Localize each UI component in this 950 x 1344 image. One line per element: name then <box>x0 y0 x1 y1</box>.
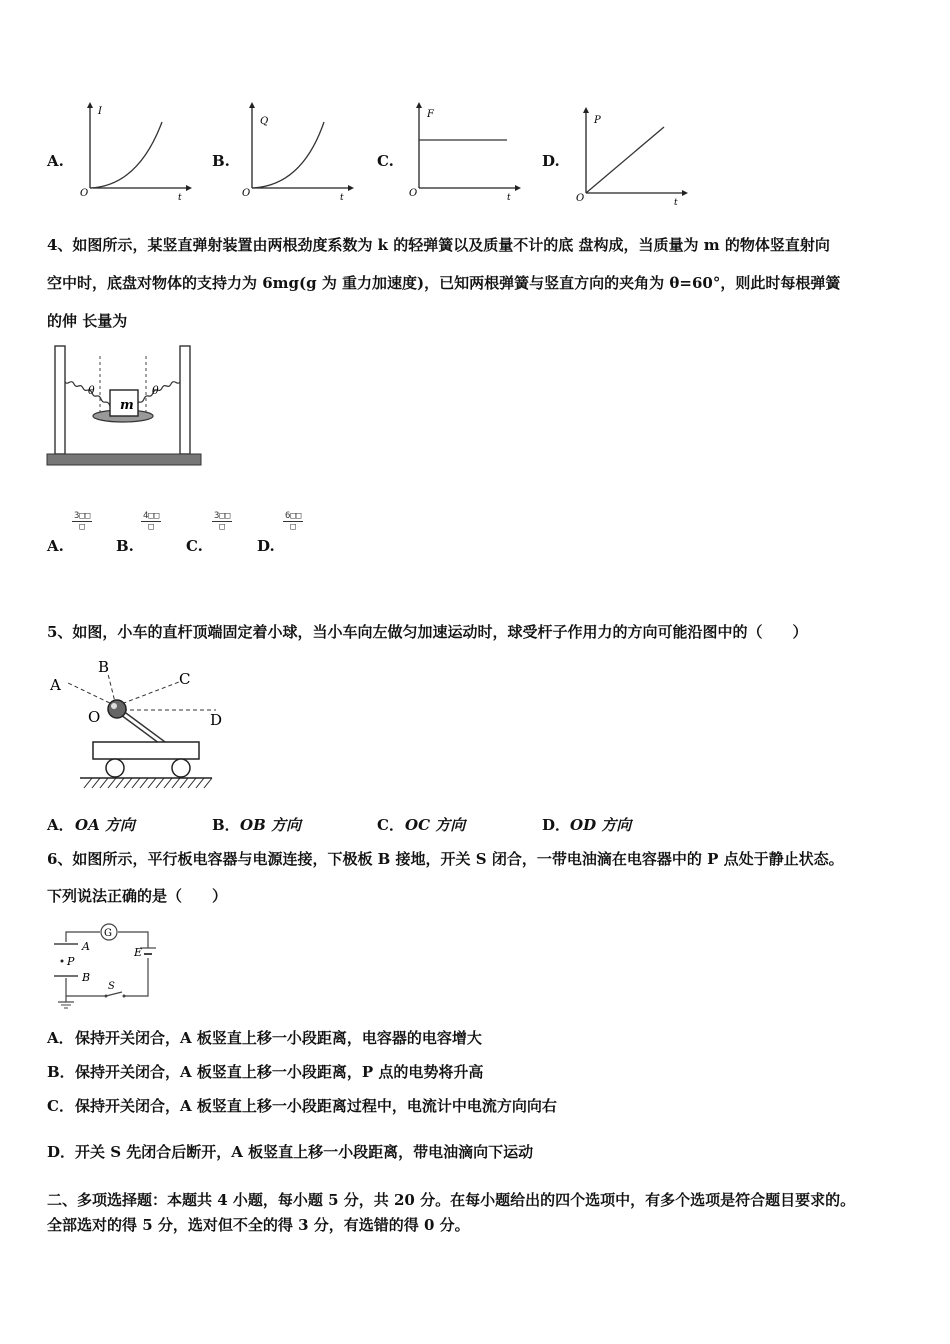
q4-option-c-fraction: 3□□ □ <box>214 511 231 532</box>
cart-body <box>93 742 199 759</box>
q3-graph-d-ylabel: P <box>594 115 601 126</box>
q3-graph-a <box>78 100 193 200</box>
q6-option-c-text: 保持开关闭合，A 板竖直上移一小段距离过程中，电流计中电流方向向右 <box>75 1097 557 1115</box>
q5-option-d-text: OD 方向 <box>570 816 632 834</box>
plate-a-label: A <box>82 940 90 953</box>
label-a: A <box>50 676 61 694</box>
q5-cart-figure <box>44 652 234 794</box>
q6-option-b-letter: B． <box>47 1063 75 1081</box>
q4-option-d-fraction: 6□□ □ <box>285 511 302 532</box>
q6-option-a-text: 保持开关闭合，A 板竖直上移一小段距离，电容器的电容增大 <box>75 1029 482 1047</box>
base-plate <box>47 454 201 465</box>
q5-option-d-letter: D． <box>542 816 571 834</box>
q6-stem-line2: 下列说法正确的是（ ） <box>47 887 228 905</box>
circuit-wires <box>66 932 148 1002</box>
q5-stem: 5、如图，小车的直杆顶端固定着小球，当小车向左做匀加速运动时，球受杆子作用力的方向可能沿图中的（ ） <box>47 623 808 641</box>
q3-graph-a-ylabel: I <box>98 106 102 117</box>
q4-option-a-letter: A. <box>47 537 64 555</box>
galvanometer-label: G <box>104 928 112 939</box>
q3-graph-b-xlabel: t <box>340 193 344 200</box>
q6-option-a-letter: A． <box>47 1029 74 1047</box>
y-arrow <box>87 102 93 108</box>
q4-option-a-fraction: 3□□ □ <box>74 511 91 532</box>
q4-spring-device-figure <box>44 342 206 470</box>
q4-stem-line1: 4、如图所示，某竖直弹射装置由两根劲度系数为 k 的轻弹簧以及质量不计的底 盘构成，当质量为 m 的物体竖直射向 <box>47 236 830 254</box>
q6-option-b-text: 保持开关闭合，A 板竖直上移一小段距离，P 点的电势将升高 <box>75 1063 484 1081</box>
svg-text:O: O <box>242 188 251 199</box>
q5-option-b-letter: B． <box>212 816 240 834</box>
x-arrow <box>186 185 192 191</box>
curve <box>252 122 324 188</box>
q3-graph-a-xlabel: t <box>178 193 182 200</box>
theta-right-label: θ <box>152 384 159 397</box>
q6-option-c-letter: C． <box>47 1097 74 1115</box>
switch-blade <box>106 992 122 996</box>
curve <box>90 122 162 188</box>
linear-line <box>586 127 664 193</box>
direction-oa <box>66 682 116 706</box>
label-c: C <box>179 670 191 688</box>
q5-option-c-letter: C． <box>377 816 404 834</box>
q3-graph-d <box>574 105 689 205</box>
right-wall <box>180 346 190 454</box>
oil-drop <box>61 960 64 963</box>
svg-text:O: O <box>409 188 418 199</box>
q3-graph-d-xlabel: t <box>674 198 678 205</box>
q3-option-c-letter: C. <box>377 152 394 170</box>
q3-option-d-letter: D. <box>542 152 560 170</box>
q3-graph-b-ylabel: Q <box>260 116 269 127</box>
direction-oc <box>116 682 179 706</box>
q5-option-a-text: OA 方向 <box>75 816 135 834</box>
q4-option-b-letter: B. <box>116 537 134 555</box>
q5-option-a-letter: A． <box>47 816 74 834</box>
origin-label: O <box>80 188 89 199</box>
q6-capacitor-circuit-figure <box>44 918 160 1010</box>
q5-option-b-text: OB 方向 <box>240 816 301 834</box>
label-d: D <box>210 711 223 729</box>
battery-label: E <box>134 946 143 959</box>
q4-stem-line3: 的伸 长量为 <box>47 312 128 330</box>
svg-text:O: O <box>576 193 585 204</box>
ground-hatch <box>84 778 212 788</box>
q3-option-b-letter: B. <box>212 152 230 170</box>
label-b: B <box>98 658 110 676</box>
q3-graph-c-ylabel: F <box>427 109 434 120</box>
q4-option-b-fraction: 4□□ □ <box>143 511 160 532</box>
mass-label: m <box>120 398 134 413</box>
switch-label: S <box>108 981 115 992</box>
q6-stem-line1: 6、如图所示，平行板电容器与电源连接，下极板 B 接地，开关 S 闭合，一带电油滴在电容器中的 P 点处于静止状态。 <box>47 850 844 868</box>
q3-graph-c-xlabel: t <box>507 193 511 200</box>
label-o: O <box>88 708 101 726</box>
q3-option-a-letter: A. <box>47 152 64 170</box>
q5-option-c-text: OC 方向 <box>405 816 466 834</box>
q6-option-d-letter: D． <box>47 1143 76 1161</box>
q4-option-d-letter: D. <box>257 537 275 555</box>
q3-graph-b <box>240 100 355 200</box>
section2-instructions-line1: 二、多项选择题：本题共 4 小题，每小题 5 分，共 20 分。在每小题给出的四个选项中，有多个选项是符合题目要求的。 <box>47 1191 856 1209</box>
section2-instructions-line2: 全部选对的得 5 分，选对但不全的得 3 分，有选错的得 0 分。 <box>47 1216 470 1234</box>
q4-option-c-letter: C. <box>186 537 203 555</box>
left-wall <box>55 346 65 454</box>
q3-graph-c <box>407 100 522 200</box>
left-wheel <box>106 759 124 777</box>
ball <box>108 700 126 718</box>
point-p-label: P <box>67 955 75 968</box>
plate-b-label: B <box>82 971 91 984</box>
theta-left-label: θ <box>88 384 95 397</box>
right-wheel <box>172 759 190 777</box>
q4-stem-line2: 空中时，底盘对物体的支持力为 6mg(g 为 重力加速度)，已知两根弹簧与竖直方向的夹角为 θ=60°，则此时每根弹簧 <box>47 274 841 292</box>
q6-option-d-text: 开关 S 先闭合后断开，A 板竖直上移一小段距离，带电油滴向下运动 <box>75 1143 534 1161</box>
